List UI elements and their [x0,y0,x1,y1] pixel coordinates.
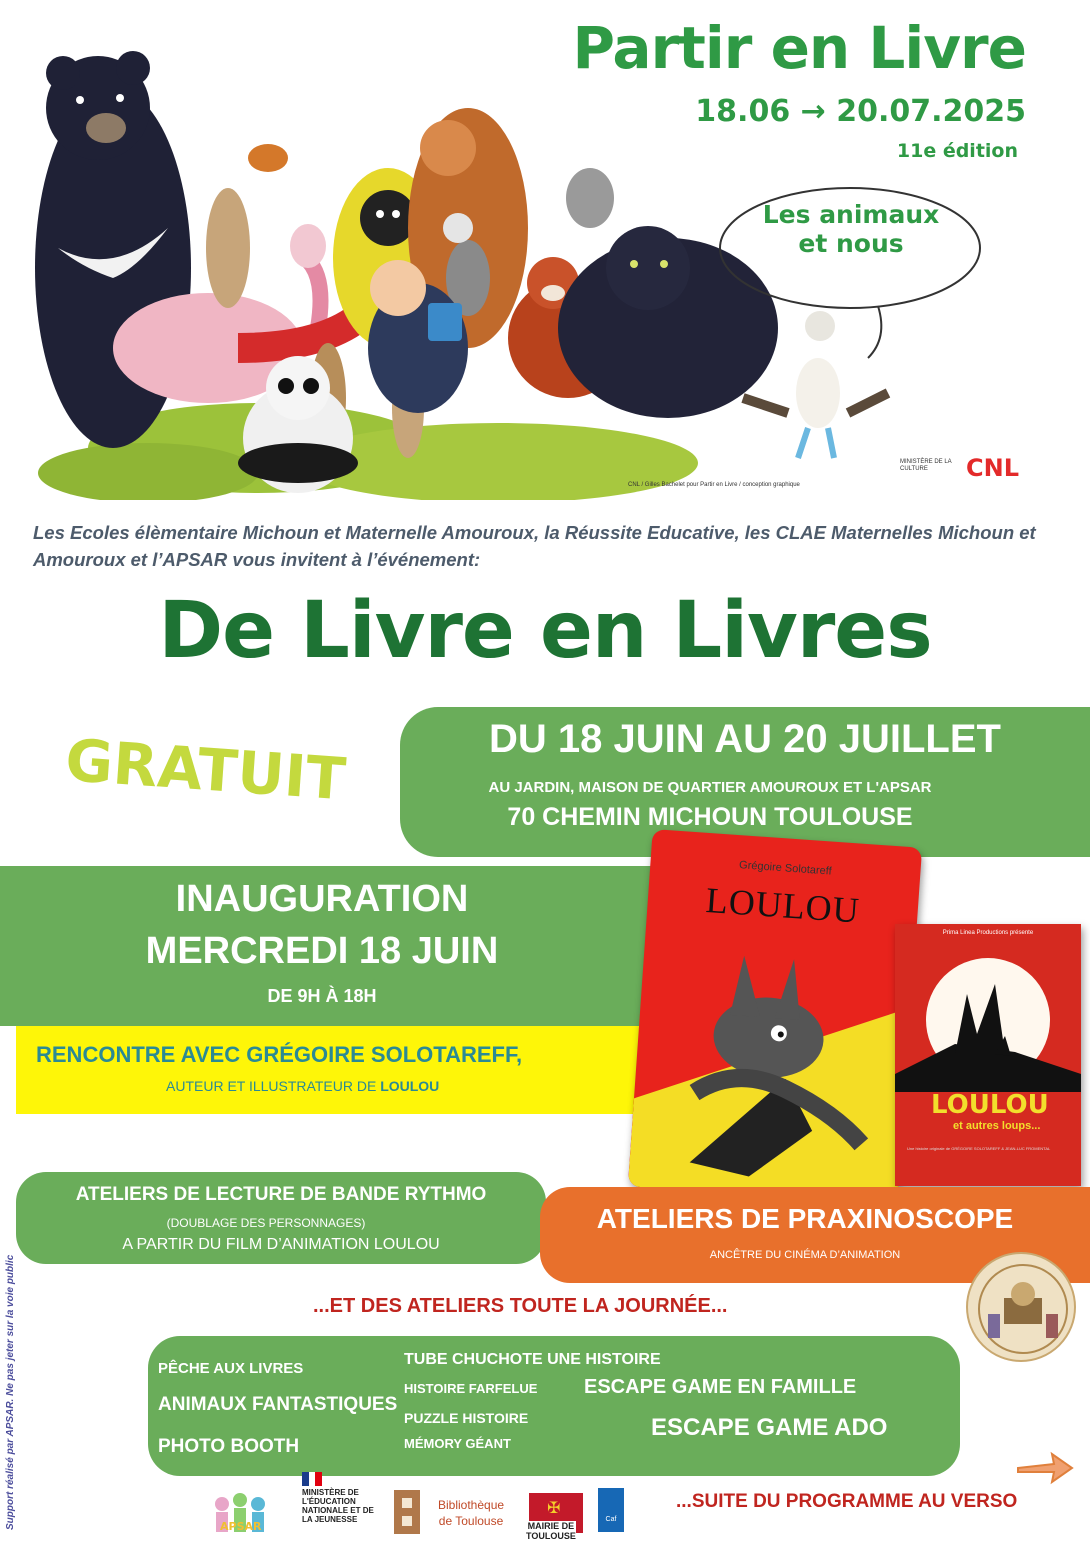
activity-peche: PÊCHE AUX LIVRES [158,1360,304,1377]
festival-title: Partir en Livre [572,14,1026,82]
loulou-book-cover [628,829,922,1205]
caf-logo: Caf [598,1488,624,1532]
bubble-line-2: et nous [798,229,904,258]
occitan-cross-icon [529,1493,583,1521]
rythmo-source: A PARTIR DU FILM D’ANIMATION LOULOU [122,1236,440,1253]
activity-escape-famille: ESCAPE GAME EN FAMILLE [584,1376,857,1398]
event-poster-illustration [28,18,1064,500]
venue-line: AU JARDIN, MAISON DE QUARTIER AMOUROUX ET L'APSAR [488,779,932,796]
inauguration-date: MERCREDI 18 JUIN [145,930,499,972]
apsar-logo [212,1490,276,1534]
poster-subtitle: et autres loups... [953,1120,1041,1132]
praxinoscope-medallion-image [966,1252,1076,1362]
loulou-film-poster [895,924,1081,1186]
activity-animaux: ANIMAUX FANTASTIQUES [158,1394,398,1415]
apsar-logo-text: APSAR [220,1520,262,1533]
cat-illustration [566,168,614,228]
rythmo-title: ATELIERS DE LECTURE DE BANDE RYTHMO [75,1184,487,1205]
poster-studio: Prima Linea Productions présente [942,930,1034,936]
praxinoscope-title: ATELIERS DE PRAXINOSCOPE [596,1203,1014,1234]
book-name: LOULOU [380,1078,440,1094]
praxinoscope-subtitle: ANCÊTRE DU CINÉMA D’ANIMATION [709,1249,901,1261]
biblio-line-1: Bibliothèque [438,1498,505,1512]
poster-credits: Une histoire originale de GRÉGOIRE SOLOTAREFF & JEAN-LUC FROMENTAL [907,1146,1051,1151]
biblio-line-2: de Toulouse [438,1514,504,1528]
event-title: De Livre en Livres [158,586,932,676]
mairie-line-1: MAIRIE DE [527,1521,575,1531]
author-meeting-subtitle [166,1078,439,1094]
rythmo-subtitle: (DOUBLAGE DES PERSONNAGES) [166,1216,366,1230]
activity-puzzle: PUZZLE HISTOIRE [404,1410,529,1426]
praxinoscope-icon [968,1254,1078,1364]
author-meeting-title: RENCONTRE AVEC GRÉGOIRE SOLOTAREFF, [36,1042,523,1067]
meerkat-illustration [206,188,250,308]
bibliotheque-logo-text [438,1497,504,1529]
mairie-line-2: TOULOUSE [526,1531,576,1541]
french-flag-icon [302,1472,322,1486]
speech-bubble-text [728,200,974,258]
activity-tube: TUBE CHUCHOTE UNE HISTOIRE [404,1351,661,1368]
rythmo-workshop-box [16,1172,546,1264]
book-author: Grégoire Solotareff [738,859,833,878]
hoopoe-illustration [248,144,288,172]
book-title: LOULOU [704,879,862,931]
arrow-right-icon [1014,1450,1076,1486]
inauguration-box [0,866,684,1026]
ministry-education-logo: MINISTÈRE DE L'ÉDUCATION NATIONALE ET DE LA JEUNESSE [302,1488,374,1524]
svg-text:✠: ✠ [547,1498,561,1517]
festival-dates: 18.06 → 20.07.2025 [695,94,1026,129]
continued-overleaf-text: ...SUITE DU PROGRAMME AU VERSO [676,1491,1018,1512]
more-workshops-text: ...ET DES ATELIERS TOUTE LA JOURNÉE... [313,1295,728,1317]
author-role: AUTEUR ET ILLUSTRATEUR DE [166,1078,381,1094]
activities-box [148,1336,960,1476]
festival-edition: 11e édition [896,140,1018,162]
bubble-line-1: Les animaux [762,200,940,229]
activity-memory: MÉMORY GÉANT [404,1436,511,1451]
inauguration-label: INAUGURATION [175,878,469,920]
cnl-logo: CNL [966,454,1019,482]
wolf-illustration [628,829,922,1205]
mairie-toulouse-label [526,1521,576,1541]
bibliotheque-logo-icon [394,1490,420,1534]
free-label: GRATUIT [63,726,348,814]
intro-text: Les Ecoles élèmentaire Michoun et Maternelle Amouroux, la Réussite Educative, les CLAE Maternelles Michoun et Amouroux et l’APSAR vous invitent à l’événement: [33,522,1036,570]
dates-line: DU 18 JUIN AU 20 JUILLET [489,717,1001,761]
activity-photo: PHOTO BOOTH [158,1436,300,1457]
poster-title: LOULOU [931,1090,1049,1120]
author-meeting-box [16,1026,690,1114]
address-line: 70 CHEMIN MICHOUN TOULOUSE [507,803,913,831]
ministry-culture-logo: MINISTÈRE DE LA CULTURE [900,459,952,472]
illustration-credit: CNL / Gilles Bachelet pour Partir en Livre / conception graphique [628,482,800,488]
inauguration-hours: DE 9H À 18H [267,986,377,1006]
side-printing-note: Support réalisé par APSAR. Ne pas jeter sur la voie public [5,1254,16,1530]
activity-escape-ado: ESCAPE GAME ADO [651,1414,888,1441]
activity-farfelue: HISTOIRE FARFELUE [404,1381,538,1396]
